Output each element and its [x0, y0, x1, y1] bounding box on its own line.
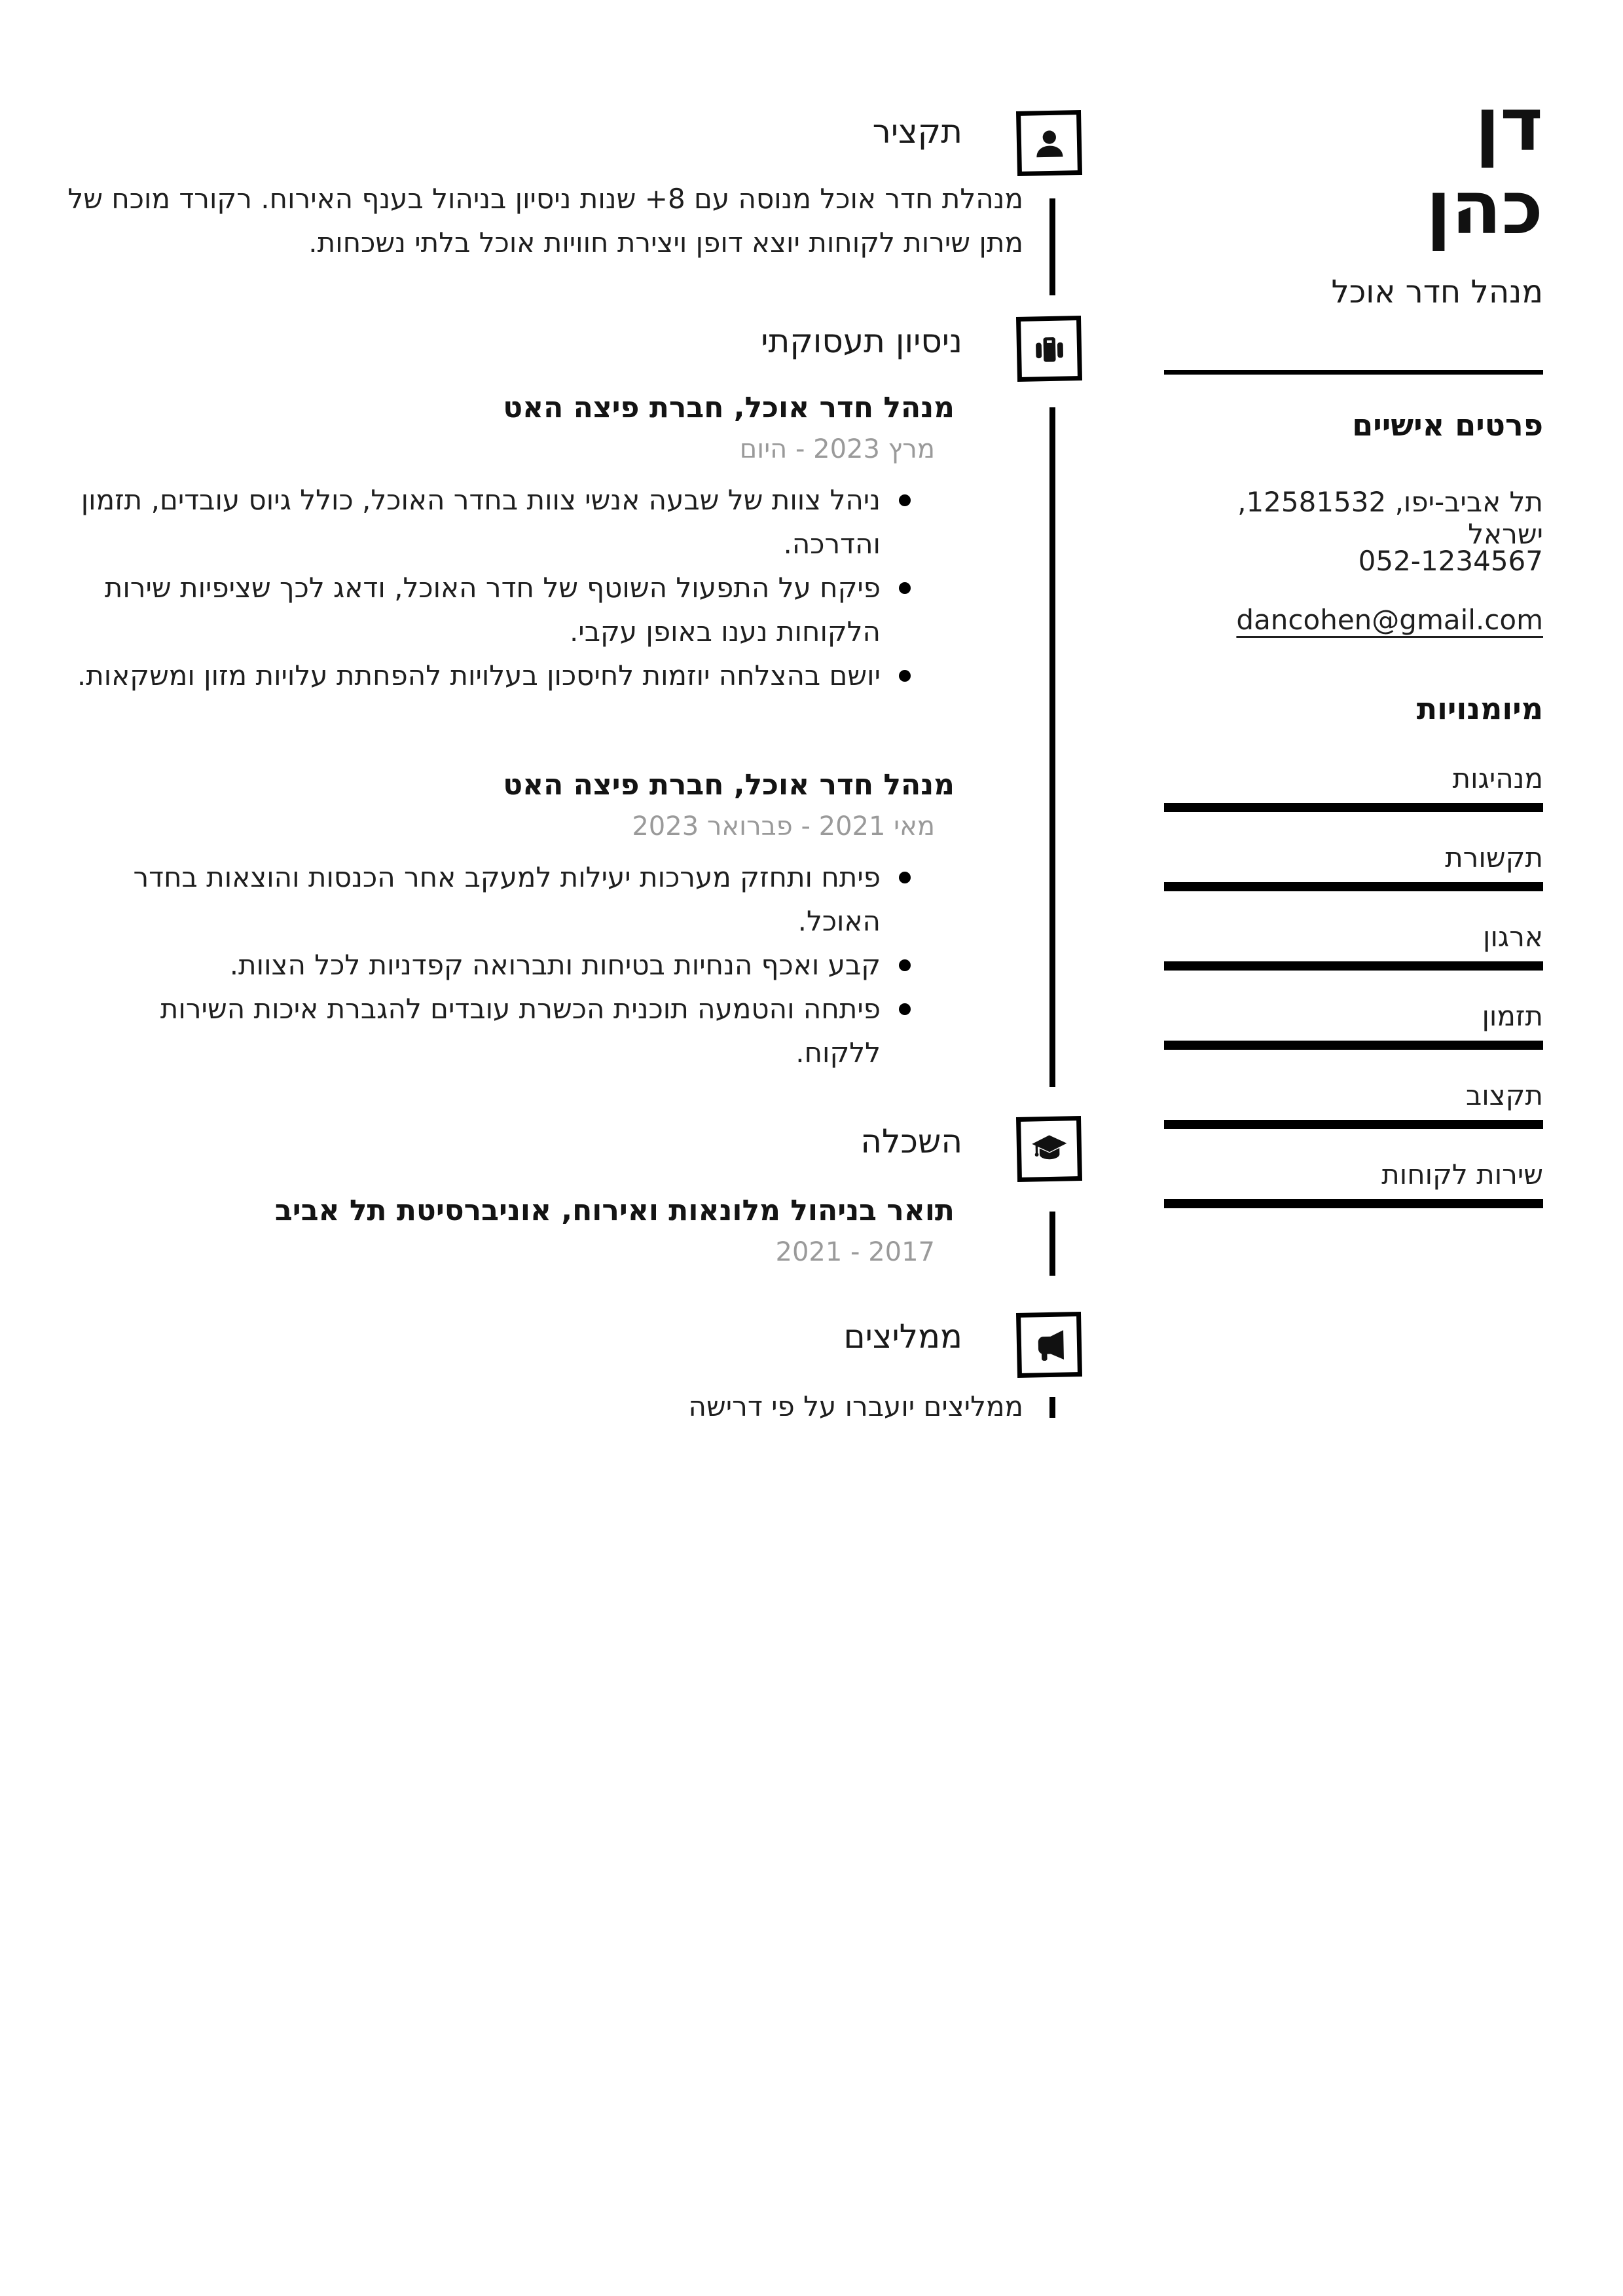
- skill-label: תקצוב: [1465, 1079, 1543, 1111]
- job-title: מנהל חדר אוכל, חברת פיצה האט: [503, 768, 955, 802]
- address-text: תל אביב-יפו, 12581532, ישראל: [1237, 486, 1543, 550]
- skill-label: ארגון: [1483, 921, 1543, 953]
- section-education: [67, 1121, 1023, 1268]
- skill-label: תזמון: [1482, 1000, 1543, 1032]
- candidate-last-name: כהן: [1426, 165, 1543, 251]
- job-bullet: קבע ואכף הנחיות בטיחות ותברואה קפדניות לכל הצוות.: [67, 943, 1023, 987]
- graduation-cap-icon: [1030, 1130, 1068, 1168]
- job-title: מנהל חדר אוכל, חברת פיצה האט: [503, 391, 955, 424]
- job-bullet: ניהל צוות של שבעה אנשי צוות בחדר האוכל, כולל גיוס עובדים, תזמון והדרכה.: [67, 478, 1023, 566]
- job-bullet: פיתח ותחזק מערכות יעילות למעקב אחר הכנסות והוצאות בחדר האוכל.: [67, 855, 1023, 943]
- job-bullet: פיקח על התפעול השוטף של חדר האוכל, ודאג לכך שציפיות שירות הלקוחות נענו באופן עקבי.: [67, 566, 1023, 654]
- job-entry: [67, 390, 1023, 697]
- skill-bar: [1164, 1120, 1543, 1129]
- skill-label: מנהיגות: [1452, 762, 1543, 794]
- references-text: ממליצים יועברו על פי דרישה: [688, 1390, 1023, 1422]
- skill-item: [1164, 921, 1543, 971]
- skill-item: [1164, 842, 1543, 891]
- experience-icon-box: [1016, 316, 1082, 382]
- skill-label: שירות לקוחות: [1381, 1158, 1543, 1191]
- job-bullet: יושם בהצלחה יוזמות לחיסכון בעלויות להפחתת עלויות מזון ומשקאות.: [67, 654, 1023, 697]
- education-heading: השכלה: [860, 1122, 962, 1160]
- skill-bar: [1164, 803, 1543, 812]
- skill-item: [1164, 1000, 1543, 1050]
- job-bullet: פיתחה והטמעה תוכנית הכשרת עובדים להגברת איכות השירות ללקוח.: [67, 987, 1023, 1075]
- email-link[interactable]: dancohen@gmail.com: [1236, 604, 1543, 636]
- job-dates: מאי 2021 - פברואר 2023: [632, 811, 935, 842]
- education-icon-box: [1016, 1116, 1082, 1182]
- skill-item: [1164, 1079, 1543, 1129]
- summary-text: מנהלת חדר אוכל מנוסה עם 8+ שנות ניסיון בניהול בענף האירוח. רקורד מוכח של מתן שירות לקוחות יוצא דופן ויצירת חוויות אוכל בלתי נשכחות.: [67, 183, 1023, 259]
- timeline-segment: [1049, 407, 1055, 1087]
- person-icon: [1030, 124, 1068, 162]
- candidate-job-title: מנהל חדר אוכל: [1331, 274, 1543, 310]
- megaphone-icon: [1030, 1325, 1068, 1364]
- skill-item: [1164, 1158, 1543, 1208]
- summary-icon-box: [1016, 110, 1082, 176]
- section-experience: [67, 321, 1023, 1069]
- skills-list: [1164, 762, 1543, 1238]
- skill-bar: [1164, 1041, 1543, 1050]
- phone-text: 052-1234567: [1358, 545, 1543, 577]
- skill-label: תקשורת: [1445, 842, 1543, 874]
- degree-title: תואר בניהול מלונאות ואירוח, אוניברסיטת תל אביב: [274, 1194, 955, 1227]
- skill-bar: [1164, 961, 1543, 971]
- degree-dates: 2017 - 2021: [775, 1237, 935, 1267]
- skill-bar: [1164, 882, 1543, 891]
- skill-item: [1164, 762, 1543, 812]
- experience-heading: ניסיון תעסוקתי: [761, 322, 962, 360]
- sidebar-divider: [1164, 370, 1543, 375]
- timeline-segment: [1049, 1212, 1055, 1276]
- references-heading: ממליצים: [843, 1318, 962, 1356]
- briefcase-icon: [1030, 329, 1068, 368]
- section-references: [67, 1316, 1023, 1428]
- skills-heading: מיומנויות: [1416, 691, 1543, 726]
- candidate-first-name: דן: [1474, 83, 1543, 168]
- summary-heading: תקציר: [872, 113, 962, 151]
- job-entry: [67, 768, 1023, 1075]
- timeline-segment: [1049, 1397, 1055, 1418]
- section-summary: [67, 111, 1023, 265]
- contact-heading: פרטים אישיים: [1352, 407, 1543, 443]
- candidate-name: [1164, 84, 1543, 250]
- references-icon-box: [1016, 1312, 1082, 1378]
- job-bullet-list: [67, 478, 1023, 697]
- job-bullet-list: [67, 855, 1023, 1075]
- job-dates: מרץ 2023 - היום: [739, 434, 935, 464]
- skill-bar: [1164, 1199, 1543, 1208]
- timeline-segment: [1049, 198, 1055, 295]
- sidebar: [1164, 0, 1543, 2296]
